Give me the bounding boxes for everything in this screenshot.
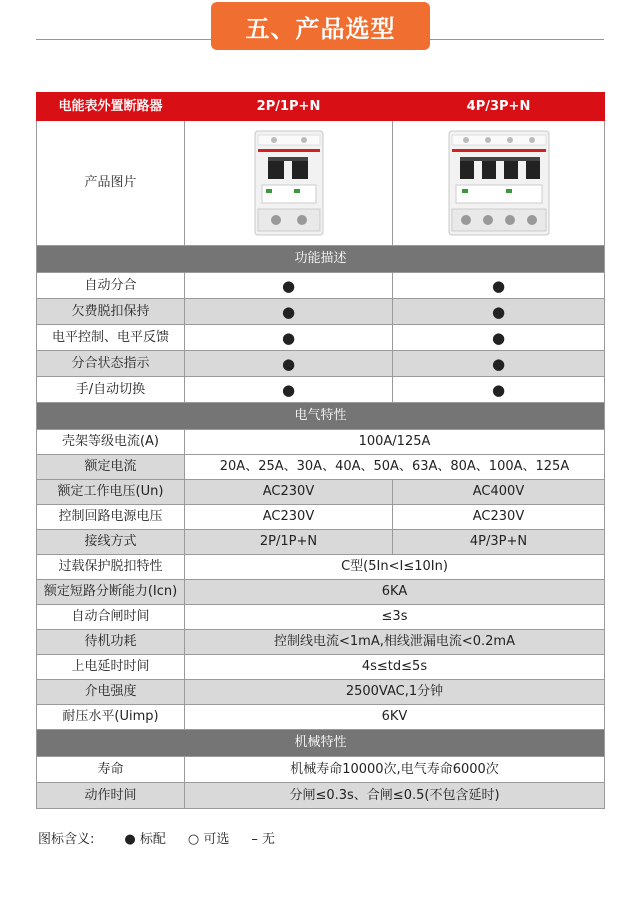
table-row xyxy=(37,680,605,705)
header-2p: 2P/1P+N xyxy=(185,93,393,121)
row-value: 6KV xyxy=(185,705,605,730)
table-row xyxy=(37,530,605,555)
row-label: 过载保护脱扣特性 xyxy=(37,555,185,580)
row-label: 待机功耗 xyxy=(37,630,185,655)
table-row xyxy=(37,377,605,403)
row-label: 上电延时时间 xyxy=(37,655,185,680)
table-header-row xyxy=(37,93,605,121)
title-rule-left xyxy=(36,39,212,40)
row-value-2p: AC230V xyxy=(185,505,393,530)
standard-dot-icon: ● xyxy=(185,377,393,403)
header-product: 电能表外置断路器 xyxy=(37,93,185,121)
table-row xyxy=(37,783,605,809)
row-value: 机械寿命10000次,电气寿命6000次 xyxy=(185,757,605,783)
standard-dot-icon: ● xyxy=(393,299,605,325)
row-label: 自动合闸时间 xyxy=(37,605,185,630)
legend-none: – 无 xyxy=(251,832,275,847)
table-row xyxy=(37,705,605,730)
row-label: 手/自动切换 xyxy=(37,377,185,403)
row-value: 20A、25A、30A、40A、50A、63A、80A、100A、125A xyxy=(185,455,605,480)
legend-label: 图标含义: xyxy=(38,832,95,847)
selection-table xyxy=(36,92,605,809)
table-row xyxy=(37,430,605,455)
standard-dot-icon: ● xyxy=(393,377,605,403)
table-row xyxy=(37,455,605,480)
legend-optional: ○ 可选 xyxy=(187,832,230,847)
row-value: 6KA xyxy=(185,580,605,605)
row-label: 介电强度 xyxy=(37,680,185,705)
row-value: 2500VAC,1分钟 xyxy=(185,680,605,705)
row-label: 耐压水平(Uimp) xyxy=(37,705,185,730)
title-rule-right xyxy=(430,39,604,40)
image-row xyxy=(37,121,605,246)
section-mechanical-title: 机械特性 xyxy=(37,730,605,757)
table-row xyxy=(37,351,605,377)
row-label: 接线方式 xyxy=(37,530,185,555)
row-label: 额定电流 xyxy=(37,455,185,480)
section-row-function xyxy=(37,246,605,273)
table-row xyxy=(37,605,605,630)
row-label: 寿命 xyxy=(37,757,185,783)
row-value: C型(5In<I≤10In) xyxy=(185,555,605,580)
row-label: 动作时间 xyxy=(37,783,185,809)
standard-dot-icon: ● xyxy=(185,299,393,325)
legend xyxy=(38,828,275,847)
section-title: 五、产品选型 xyxy=(211,2,430,50)
table-row xyxy=(37,630,605,655)
table-row xyxy=(37,580,605,605)
section-electrical-title: 电气特性 xyxy=(37,403,605,430)
row-value-2p: 2P/1P+N xyxy=(185,530,393,555)
row-label: 控制回路电源电压 xyxy=(37,505,185,530)
standard-dot-icon: ● xyxy=(185,273,393,299)
row-value: 4s≤td≤5s xyxy=(185,655,605,680)
section-function-title: 功能描述 xyxy=(37,246,605,273)
header-4p: 4P/3P+N xyxy=(393,93,605,121)
table-row xyxy=(37,655,605,680)
standard-dot-icon: ● xyxy=(185,351,393,377)
row-label: 额定短路分断能力(Icn) xyxy=(37,580,185,605)
table-row xyxy=(37,555,605,580)
row-label: 壳架等级电流(A) xyxy=(37,430,185,455)
row-value-4p: 4P/3P+N xyxy=(393,530,605,555)
row-label: 分合状态指示 xyxy=(37,351,185,377)
row-label: 欠费脱扣保持 xyxy=(37,299,185,325)
standard-dot-icon: ● xyxy=(393,325,605,351)
table-row xyxy=(37,273,605,299)
breaker-2p-image xyxy=(254,129,324,237)
table-row xyxy=(37,505,605,530)
product-image-2p xyxy=(185,121,393,246)
row-label: 额定工作电压(Un) xyxy=(37,480,185,505)
standard-dot-icon: ● xyxy=(185,325,393,351)
row-value-4p: AC230V xyxy=(393,505,605,530)
row-value-2p: AC230V xyxy=(185,480,393,505)
table-row xyxy=(37,757,605,783)
table-row xyxy=(37,299,605,325)
standard-dot-icon: ● xyxy=(393,273,605,299)
legend-standard: ● 标配 xyxy=(124,832,166,847)
row-value-4p: AC400V xyxy=(393,480,605,505)
row-value: 分闸≤0.3s、合闸≤0.5(不包含延时) xyxy=(185,783,605,809)
row-label: 电平控制、电平反馈 xyxy=(37,325,185,351)
row-label: 自动分合 xyxy=(37,273,185,299)
section-row-electrical xyxy=(37,403,605,430)
table-row xyxy=(37,480,605,505)
row-value: ≤3s xyxy=(185,605,605,630)
breaker-4p-image xyxy=(448,129,550,237)
row-value: 100A/125A xyxy=(185,430,605,455)
product-image-4p xyxy=(393,121,605,246)
image-row-label: 产品图片 xyxy=(37,121,185,246)
section-row-mechanical xyxy=(37,730,605,757)
row-value: 控制线电流<1mA,相线泄漏电流<0.2mA xyxy=(185,630,605,655)
standard-dot-icon: ● xyxy=(393,351,605,377)
table-row xyxy=(37,325,605,351)
